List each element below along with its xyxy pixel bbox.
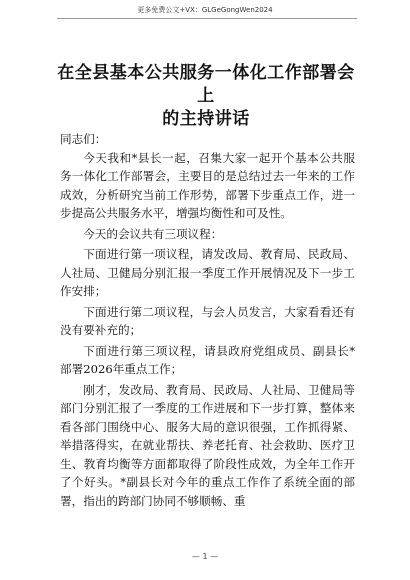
header-note: 更多免费公文+VX：GLGeGongWen2024 <box>137 6 273 14</box>
paragraph-opening: 今天我和*县长一起，召集大家一起开个基本公共服务一体化工作部署会，主要目的是总结过去一年来的工作成效，分析研究当前工作形势，部署下步重点工作，进一步提高公共服务水平，增强均衡性和可及性。 <box>60 150 355 220</box>
paragraph-agenda-item-2: 下面进行第二项议程，与会人员发言，大家看看还有没有要补充的； <box>60 304 355 337</box>
paragraph-agenda-item-1: 下面进行第一项议程，请发改局、教育局、民政局、人社局、卫健局分别汇报一季度工作开展情况及下一步工作安排； <box>60 247 355 298</box>
salutation: 同志们： <box>60 132 107 146</box>
paragraph-summary: 刚才，发改局、教育局、民政局、人社局、卫健局等部门分别汇报了一季度的工作进展和下一步打算，整体来看各部门围绕中心、服务大局的意识很强，工作抓得紧、举措落得实，在就业帮扶、养老托育、社会救助、医疗卫生、教育均衡等方面都取得了阶段性成效，为全年工作开了个好头。*副县长对今年的重点工作作了系统全面的部署，指出的跨部门协同不够顺畅、重 <box>60 382 355 508</box>
page-number: — 1 — <box>191 552 219 561</box>
header-divider <box>57 18 357 19</box>
paragraph-agenda-item-3: 下面进行第三项议程，请县政府党组成员、副县长*部署2026年重点工作； <box>60 343 355 376</box>
title-line-1: 在全县基本公共服务一体化工作部署会上 <box>57 63 355 106</box>
title-line-2: 的主持讲话 <box>162 109 250 129</box>
document-body <box>60 130 355 510</box>
paragraph-agenda-intro: 今天的会议共有三项议程： <box>83 226 223 241</box>
document-title <box>50 62 362 131</box>
